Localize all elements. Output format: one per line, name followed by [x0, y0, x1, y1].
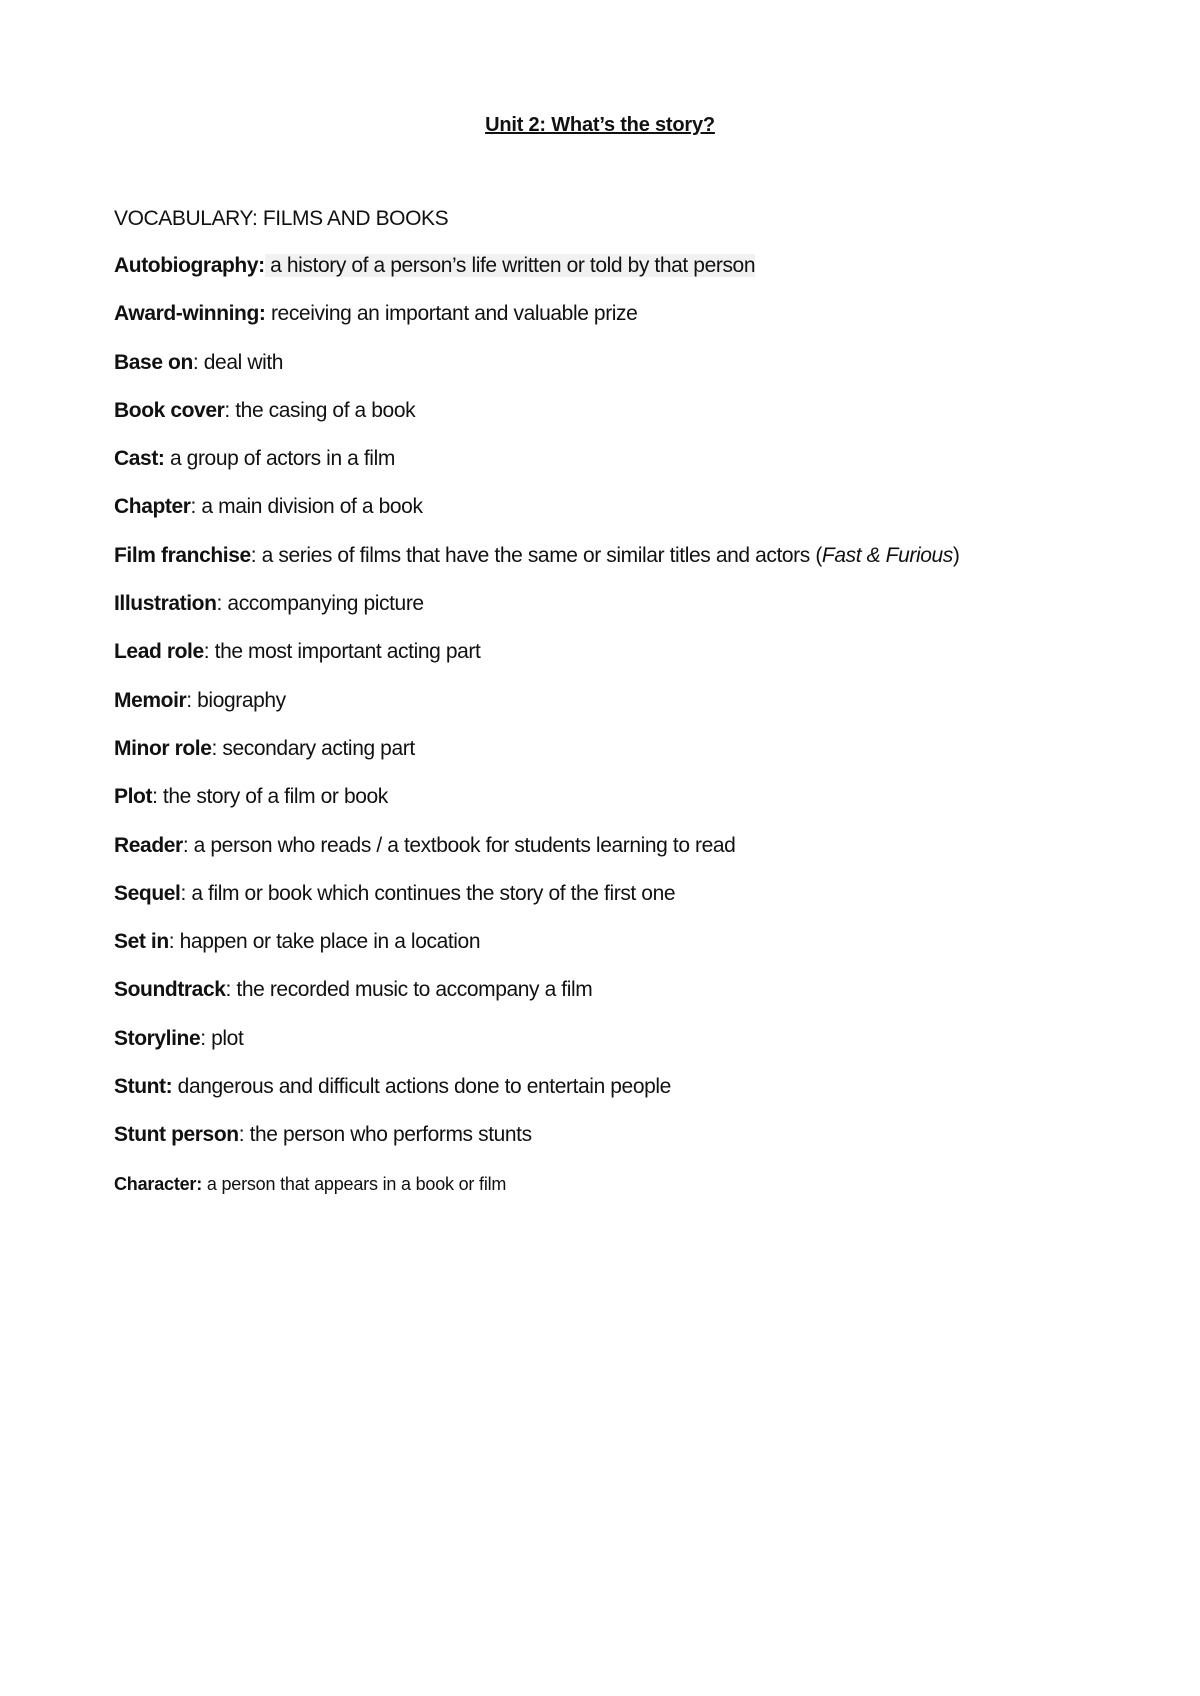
vocab-entry-illustration: [114, 590, 1114, 638]
vocab-definition: : happen or take place in a location: [168, 930, 481, 954]
vocab-entry-stunt: [114, 1073, 1114, 1121]
vocab-definition: : plot: [200, 1026, 244, 1050]
vocab-definition: receiving an important and valuable prize: [265, 302, 638, 326]
vocab-definition: : the recorded music to accompany a film: [225, 978, 593, 1002]
vocab-definition: : the person who performs stunts: [238, 1123, 532, 1147]
vocab-entry-book-cover: [114, 397, 1114, 445]
vocab-definition: : a main division of a book: [190, 495, 423, 519]
vocab-term: Book cover: [114, 398, 225, 422]
vocab-entry-base-on: [114, 349, 1114, 397]
vocab-term: Character:: [114, 1173, 203, 1194]
vocab-term: Autobiography:: [114, 254, 265, 277]
vocab-definition: : the story of a film or book: [152, 785, 388, 809]
vocab-term: Storyline: [114, 1026, 201, 1050]
vocab-term: Minor role: [114, 736, 212, 760]
vocab-entry-stunt-person: [114, 1121, 1114, 1169]
vocab-definition: dangerous and difficult actions done to entertain people: [172, 1075, 671, 1099]
vocab-definition-end: ): [952, 543, 960, 567]
vocab-entry-reader: [114, 832, 1114, 880]
vocab-definition: a history of a person’s life written or told by that person: [264, 254, 756, 277]
vocab-definition: : secondary acting part: [211, 736, 415, 760]
vocab-term: Award-winning:: [114, 302, 266, 326]
vocab-example: Fast & Furious: [821, 543, 953, 567]
vocab-term: Stunt person: [114, 1123, 239, 1147]
vocab-term: Reader: [114, 833, 183, 857]
vocab-definition: a group of actors in a film: [164, 447, 395, 471]
vocab-entry-storyline: [114, 1025, 1114, 1073]
section-heading: VOCABULARY: FILMS AND BOOKS: [114, 207, 449, 230]
vocab-definition: a person that appears in a book or film: [202, 1173, 507, 1194]
vocab-entry-award-winning: [114, 300, 1114, 348]
vocab-definition: : the most important acting part: [203, 640, 481, 664]
vocab-term: Lead role: [114, 640, 204, 664]
vocab-entry-film-franchise: [114, 542, 1114, 590]
vocab-entry-soundtrack: [114, 976, 1114, 1024]
vocab-definition: : accompanying picture: [216, 592, 424, 616]
vocab-term: Stunt:: [114, 1075, 173, 1099]
vocab-entry-character: [114, 1170, 1114, 1218]
vocabulary-list: [114, 252, 1114, 1218]
vocab-term: Memoir: [114, 688, 187, 712]
vocab-entry-sequel: [114, 880, 1114, 928]
vocab-entry-plot: [114, 783, 1114, 831]
page-title: Unit 2: What’s the story?: [485, 114, 715, 136]
vocab-entry-autobiography: [114, 252, 1114, 300]
vocab-term: Plot: [114, 785, 153, 809]
vocab-entry-set-in: [114, 928, 1114, 976]
vocab-definition: : a film or book which continues the story of the first one: [180, 881, 676, 905]
vocab-term: Film franchise: [114, 543, 251, 567]
vocab-definition: : a person who reads / a textbook for students learning to read: [182, 833, 736, 857]
vocab-definition: : deal with: [192, 350, 284, 374]
vocab-term: Soundtrack: [114, 978, 226, 1002]
vocab-definition: : a series of films that have the same or similar titles and actors (: [250, 543, 822, 567]
vocab-definition: : biography: [186, 688, 286, 712]
vocab-term: Set in: [114, 930, 169, 954]
vocab-term: Sequel: [114, 881, 181, 905]
vocab-term: Illustration: [114, 592, 217, 616]
vocab-entry-chapter: [114, 493, 1114, 541]
vocab-term: Cast:: [114, 447, 165, 471]
vocab-definition: : the casing of a book: [224, 398, 416, 422]
vocab-entry-lead-role: [114, 638, 1114, 686]
vocab-entry-cast: [114, 445, 1114, 493]
vocab-term: Chapter: [114, 495, 191, 519]
vocab-entry-memoir: [114, 687, 1114, 735]
vocab-term: Base on: [114, 350, 193, 374]
vocab-entry-minor-role: [114, 735, 1114, 783]
